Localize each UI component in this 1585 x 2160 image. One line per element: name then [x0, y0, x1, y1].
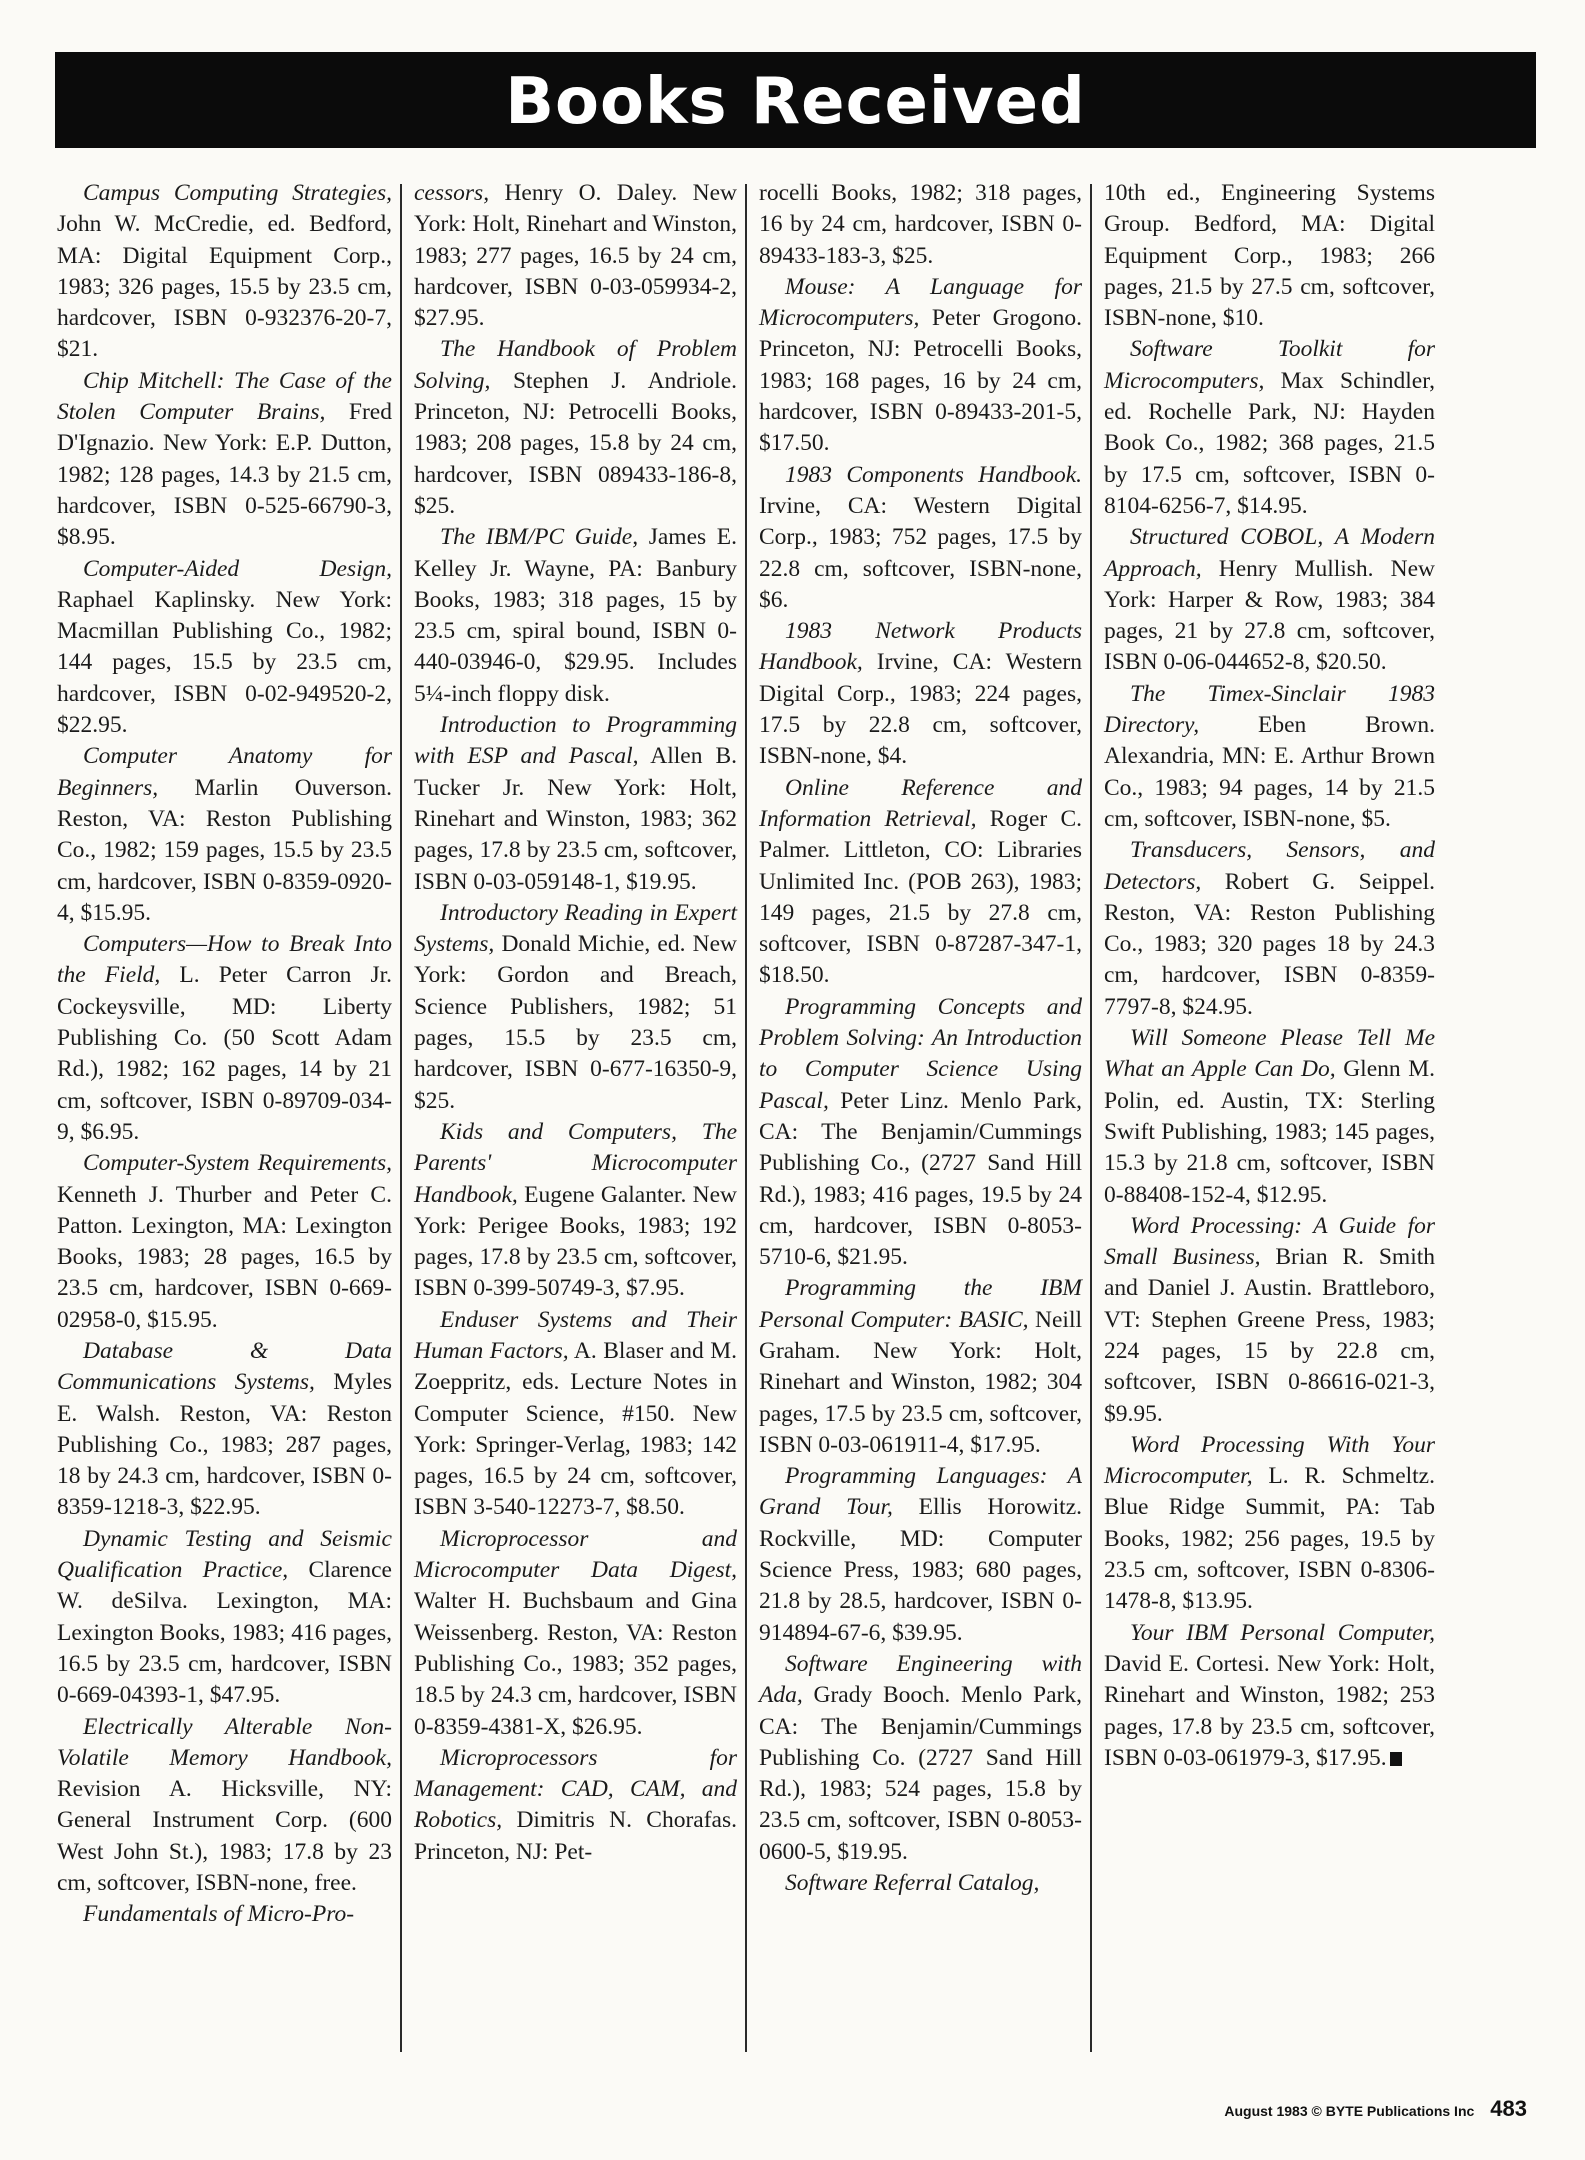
book-title: Introductory Reading in Expert Systems,: [414, 899, 737, 958]
book-details: Kenneth J. Thurber and Peter C. Patton. Lexington, MA: Lexington Books, 1983; 28 pages, 16.5 by 23.5 cm, hardcover, ISBN 0-669-02958-0, $15.95.: [57, 1181, 392, 1333]
book-entry: [1104, 334, 1435, 522]
column-2: [402, 178, 745, 2058]
book-details: Neill Graham. New York: Holt, Rinehart and Winston, 1982; 304 pages, 17.5 by 23.5 cm, softcover, ISBN 0-03-061911-4, $17.95.: [759, 1306, 1082, 1458]
book-entry: [414, 1305, 737, 1524]
book-entry: [414, 1743, 737, 1868]
book-entry: [414, 1117, 737, 1305]
book-entry: [759, 178, 1082, 272]
book-title: 1983 Components Handbook.: [785, 461, 1082, 488]
book-details: Marlin Ouverson. Reston, VA: Reston Publishing Co., 1982; 159 pages, 15.5 by 23.5 cm, hardcover, ISBN 0-8359-0920-4, $15.95.: [57, 774, 392, 926]
book-title: Computer Anatomy for Beginners,: [57, 743, 392, 801]
book-entry: [57, 178, 392, 366]
book-details: Fred D'Ignazio. New York: E.P. Dutton, 1982; 128 pages, 14.3 by 21.5 cm, hardcover, ISBN 0-525-66790-3, $8.95.: [57, 399, 392, 551]
book-entry: [759, 1273, 1082, 1461]
book-title: Electrically Alterable Non-Volatile Memory Handbook,: [57, 1713, 392, 1771]
book-title: Your IBM Personal Computer,: [1130, 1619, 1435, 1646]
section-banner: [55, 52, 1536, 148]
book-entry: [414, 898, 737, 1117]
book-details: David E. Cortesi. New York: Holt, Rinehart and Winston, 1982; 253 pages, 17.8 by 23.5 cm, softcover, ISBN 0-03-061979-3, $17.95.: [1104, 1650, 1435, 1771]
book-list: [57, 178, 1516, 2058]
book-title: Software Engineering with Ada,: [759, 1650, 1082, 1709]
book-title: Programming Concepts and Problem Solving: An Introduction to Computer Science Using Pascal,: [759, 993, 1082, 1114]
book-entry: [57, 741, 392, 929]
book-entry: [759, 272, 1082, 460]
book-entry: [57, 554, 392, 742]
book-title: Programming Languages: A Grand Tour,: [759, 1463, 1082, 1521]
book-title: Online Reference and Information Retrieval,: [759, 774, 1082, 832]
book-title: Transducers, Sensors, and Detectors,: [1104, 837, 1435, 895]
book-details: Walter H. Buchsbaum and Gina Weissenberg. Reston, VA: Reston Publishing Co., 1983; 352 pages, 18.5 by 24.3 cm, hardcover, ISBN 0-8359-4381-X, $26.95.: [414, 1588, 737, 1740]
book-details: John W. McCredie, ed. Bedford, MA: Digital Equipment Corp., 1983; 326 pages, 15.5 by 23.5 cm, hardcover, ISBN 0-932376-20-7, $21.: [57, 211, 392, 363]
footer-credit: August 1983 © BYTE Publications Inc: [1224, 2103, 1475, 2119]
book-details: rocelli Books, 1982; 318 pages, 16 by 24 cm, hardcover, ISBN 0-89433-183-3, $25.: [759, 180, 1082, 269]
book-details: Stephen J. Andriole. Princeton, NJ: Petrocelli Books, 1983; 208 pages, 15.8 by 24 cm, hardcover, ISBN 089433-186-8, $25.: [414, 367, 737, 519]
book-entry: [1104, 679, 1435, 835]
book-title: Microprocessors for Management: CAD, CAM, and Robotics,: [414, 1744, 737, 1834]
book-title: Word Processing: A Guide for Small Business,: [1104, 1212, 1435, 1271]
book-entry: [414, 334, 737, 522]
book-details: Grady Booch. Menlo Park, CA: The Benjamin/Cummings Publishing Co. (2727 Sand Hill Rd.), 1983; 524 pages, 15.8 by 23.5 cm, softcover, ISBN 0-8053-0600-5, $19.95.: [759, 1682, 1082, 1865]
book-entry: [1104, 835, 1435, 1023]
column-4: [1092, 178, 1435, 2058]
column-1: [57, 178, 400, 2058]
book-entry: [1104, 1211, 1435, 1430]
book-entry: [414, 710, 737, 898]
book-details: Ellis Horowitz. Rockville, MD: Computer Science Press, 1983; 680 pages, 21.8 by 28.5, hardcover, ISBN 0-914894-67-6, $39.95.: [759, 1494, 1082, 1646]
book-title: Computer-Aided Design,: [83, 555, 392, 582]
book-entry: [1104, 1618, 1435, 1774]
book-title: Microprocessor and Microcomputer Data Digest,: [414, 1525, 737, 1584]
book-details: Glenn M. Polin, ed. Austin, TX: Sterling Swift Publishing, 1983; 145 pages, 15.3 by 21.8 cm, softcover, ISBN 0-88408-152-4, $12.95.: [1104, 1056, 1435, 1208]
book-entry: [1104, 1023, 1435, 1211]
book-details: Dimitris N. Chorafas. Princeton, NJ: Pet-: [414, 1807, 737, 1865]
book-details: Peter Linz. Menlo Park, CA: The Benjamin/Cummings Publishing Co., (2727 Sand Hill Rd.), 1983; 416 pages, 19.5 by 24 cm, hardcover, ISBN 0-8053-5710-6, $21.95.: [759, 1087, 1082, 1271]
book-entry: [57, 1899, 392, 1930]
book-details: Irvine, CA: Western Digital Corp., 1983; 224 pages, 17.5 by 22.8 cm, softcover, ISBN-none, $4.: [759, 649, 1082, 770]
book-details: Irvine, CA: Western Digital Corp., 1983; 752 pages, 17.5 by 22.8 cm, softcover, ISBN-none, $6.: [759, 492, 1082, 613]
end-mark-icon: [1390, 1752, 1402, 1766]
book-details: Brian R. Smith and Daniel J. Austin. Brattleboro, VT: Stephen Greene Press, 1983; 224 pages, 15 by 22.8 cm, softcover, ISBN 0-86616-021-3, $9.95.: [1104, 1244, 1435, 1427]
book-title: Introduction to Programming with ESP and Pascal,: [414, 712, 737, 770]
book-entry: [759, 773, 1082, 992]
book-entry: [759, 616, 1082, 772]
book-title: Chip Mitchell: The Case of the Stolen Computer Brains,: [57, 367, 392, 426]
book-title: Will Someone Please Tell Me What an Apple Can Do,: [1104, 1025, 1435, 1083]
book-details: Max Schindler, ed. Rochelle Park, NJ: Hayden Book Co., 1982; 368 pages, 21.5 by 17.5 cm, softcover, ISBN 0-8104-6256-7, $14.95.: [1104, 367, 1435, 519]
book-details: Henry Mullish. New York: Harper & Row, 1983; 384 pages, 21 by 27.8 cm, softcover, ISBN 0-06-044652-8, $20.50.: [1104, 555, 1435, 676]
book-entry: [1104, 1430, 1435, 1618]
book-entry: [57, 1148, 392, 1336]
book-details: James E. Kelley Jr. Wayne, PA: Banbury Books, 1983; 318 pages, 15 by 23.5 cm, spiral bound, ISBN 0-440-03946-0, $29.95. Includes 5¼-inch floppy disk.: [414, 524, 737, 707]
book-title: Word Processing With Your Microcomputer,: [1104, 1431, 1435, 1490]
book-title: Enduser Systems and Their Human Factors,: [414, 1306, 737, 1364]
book-details: 10th ed., Engineering Systems Group. Bedford, MA: Digital Equipment Corp., 1983; 266 pages, 21.5 by 27.5 cm, softcover, ISBN-none, $10.: [1104, 180, 1435, 332]
book-details: Eben Brown. Alexandria, MN: E. Arthur Brown Co., 1983; 94 pages, 14 by 21.5 cm, softcover, ISBN-none, $5.: [1104, 712, 1435, 832]
book-title: cessors,: [414, 180, 490, 206]
book-title: Computers—How to Break Into the Field,: [57, 931, 392, 989]
book-title: Kids and Computers, The Parents' Microcomputer Handbook,: [414, 1118, 737, 1208]
book-entry: [759, 992, 1082, 1274]
book-title: The Handbook of Problem Solving,: [414, 336, 737, 394]
book-details: L. Peter Carron Jr. Cockeysville, MD: Liberty Publishing Co. (50 Scott Adam Rd.), 1982; 162 pages, 14 by 21 cm, softcover, ISBN 0-89709-034-9, $6.95.: [57, 962, 392, 1145]
book-title: Structured COBOL, A Modern Approach,: [1104, 524, 1435, 582]
book-title: 1983 Network Products Handbook,: [759, 618, 1082, 676]
column-3: [747, 178, 1090, 2058]
book-entry: [414, 178, 737, 334]
book-details: L. R. Schmeltz. Blue Ridge Summit, PA: Tab Books, 1982; 256 pages, 19.5 by 23.5 cm, softcover, ISBN 0-8306-1478-8, $13.95.: [1104, 1463, 1435, 1615]
book-details: Revision A. Hicksville, NY: General Instrument Corp. (600 West John St.), 1983; 17.8 by 23 cm, softcover, ISBN-none, free.: [57, 1776, 392, 1897]
book-entry: [759, 1461, 1082, 1649]
book-details: Myles E. Walsh. Reston, VA: Reston Publishing Co., 1983; 287 pages, 18 by 24.3 cm, hardcover, ISBN 0-8359-1218-3, $22.95.: [57, 1369, 392, 1521]
book-details: Peter Grogono. Princeton, NJ: Petrocelli Books, 1983; 168 pages, 16 by 24 cm, hardcover, ISBN 0-89433-201-5, $17.50.: [759, 305, 1082, 457]
book-entry: [1104, 178, 1435, 334]
book-title: Fundamentals of Micro-Pro-: [83, 1901, 355, 1928]
book-details: Allen B. Tucker Jr. New York: Holt, Rinehart and Winston, 1983; 362 pages, 17.8 by 23.5 cm, softcover, ISBN 0-03-059148-1, $19.95.: [414, 743, 737, 895]
book-title: Computer-System Requirements,: [83, 1150, 392, 1177]
book-entry: [57, 929, 392, 1148]
book-details: Robert G. Seippel. Reston, VA: Reston Publishing Co., 1983; 320 pages 18 by 24.3 cm, hardcover, ISBN 0-8359-7797-8, $24.95.: [1104, 868, 1435, 1020]
book-title: The IBM/PC Guide,: [440, 524, 639, 551]
book-entry: [57, 1524, 392, 1712]
book-title: Software Referral Catalog,: [785, 1870, 1040, 1897]
page-number: 483: [1490, 2096, 1527, 2121]
book-entry: [759, 1649, 1082, 1868]
book-entry: [759, 1868, 1082, 1899]
book-entry: [57, 1712, 392, 1900]
book-details: Raphael Kaplinsky. New York: Macmillan Publishing Co., 1982; 144 pages, 15.5 by 23.5 cm, hardcover, ISBN 0-02-949520-2, $22.95.: [57, 586, 392, 739]
book-details: Donald Michie, ed. New York: Gordon and Breach, Science Publishers, 1982; 51 pages, 15.5 by 23.5 cm, hardcover, ISBN 0-677-16350-9, $25.: [414, 931, 737, 1114]
book-title: Dynamic Testing and Seismic Qualification Practice,: [57, 1525, 392, 1584]
book-details: Clarence W. deSilva. Lexington, MA: Lexington Books, 1983; 416 pages, 16.5 by 23.5 cm, hardcover, ISBN 0-669-04393-1, $47.95.: [57, 1557, 392, 1709]
book-title: Database & Data Communications Systems,: [57, 1337, 392, 1396]
book-title: The Timex-Sinclair 1983 Directory,: [1104, 680, 1435, 739]
book-entry: [414, 1524, 737, 1743]
book-entry: [1104, 522, 1435, 678]
book-entry: [414, 522, 737, 710]
book-details: Henry O. Daley. New York: Holt, Rinehart and Winston, 1983; 277 pages, 16.5 by 24 cm, hardcover, ISBN 0-03-059934-2, $27.95.: [414, 180, 737, 332]
book-entry: [759, 460, 1082, 616]
book-details: Roger C. Palmer. Littleton, CO: Libraries Unlimited Inc. (POB 263), 1983; 149 pages, 21.5 by 27.8 cm, softcover, ISBN 0-87287-347-1, $18.50.: [759, 805, 1082, 989]
page-footer: [1224, 2096, 1527, 2122]
book-entry: [57, 1336, 392, 1524]
book-title: Software Toolkit for Microcomputers,: [1104, 336, 1435, 394]
page-title: Books Received: [505, 65, 1086, 139]
book-title: Programming the IBM Personal Computer: BASIC,: [759, 1275, 1082, 1333]
book-details: Eugene Galanter. New York: Perigee Books, 1983; 192 pages, 17.8 by 23.5 cm, softcover, ISBN 0-399-50749-3, $7.95.: [414, 1181, 737, 1302]
book-title: Campus Computing Strategies,: [83, 180, 392, 206]
book-details: A. Blaser and M. Zoeppritz, eds. Lecture Notes in Computer Science, #150. New York: Springer-Verlag, 1983; 142 pages, 16.5 by 24 cm, softcover, ISBN 3-540-12273-7, $8.50.: [414, 1337, 737, 1521]
book-entry: [57, 366, 392, 554]
book-title: Mouse: A Language for Microcomputers,: [759, 273, 1082, 332]
